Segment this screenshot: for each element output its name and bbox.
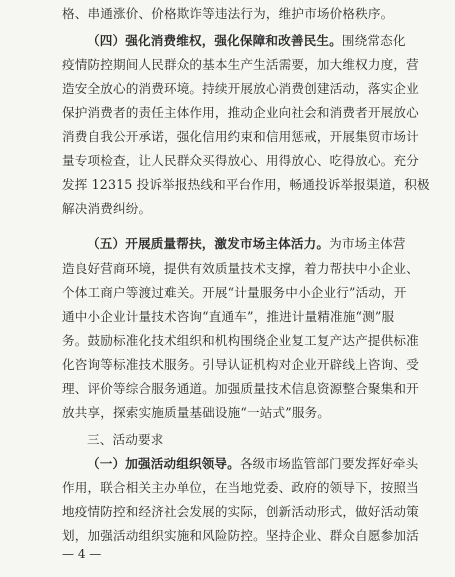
section-heading-line: （四）强化消费维权，强化保障和改善民生。围绕常态化 (87, 33, 406, 48)
text-line: 划，加强活动组织实施和风险防控。坚持企业、群众自愿参加活 (62, 528, 419, 543)
text-line: 疫情防控期间人民群众的基本生产生活需要，加大维权力度，营 (62, 57, 419, 72)
text-line: 发挥 12315 投诉举报热线和平台作用，畅通投诉举报渠道，积极 (62, 177, 430, 192)
section-heading: （四）强化消费维权，强化保障和改善民生。 (87, 33, 342, 48)
text-line: 化咨询等标准技术服务。引导认证机构对企业开辟线上咨询、受 (62, 357, 419, 372)
text-line: 务。鼓励标准化技术组织和机构围绕企业复工复产达产提供标准 (62, 333, 419, 348)
text-line: 通中小企业计量技术咨询“直通车”，推进计量精准施“测”服 (62, 309, 395, 324)
text-line: 解决消费纠纷。 (62, 201, 152, 216)
text-line: 理、评价等综合服务通道。加强质量技术信息资源整合聚集和开 (62, 381, 419, 396)
text-line: 量专项检查，让人民群众买得放心、用得放心、吃得放心。充分 (62, 153, 419, 168)
text-line: 造良好营商环境，提供有效质量技术支撑，着力帮扶中小企业、 (62, 261, 419, 276)
section-heading-line: （五）开展质量帮扶，激发市场主体活力。为市场主体营 (87, 236, 406, 251)
text-line: 地疫情防控和经济社会发展的实际，创新活动形式，做好活动策 (62, 504, 419, 519)
page-number: — 4 — (62, 547, 102, 561)
section-heading-line: （一）加强活动组织领导。各级市场监管部门要发挥好牵头 (87, 456, 419, 471)
chapter-heading: 三、活动要求 (87, 432, 164, 447)
text-line: 造安全放心的消费环境。持续开展放心消费创建活动，落实企业 (62, 81, 419, 96)
text-line: 放共享，探索实施质量基础设施“一站式”服务。 (62, 405, 331, 420)
text-line: 保护消费者的责任主体作用，推动企业向社会和消费者开展放心 (62, 105, 419, 120)
text-line: 消费自我公开承诺，强化信用约束和信用惩戒，开展集贸市场计 (62, 129, 419, 144)
text-line: 作用，联合相关主办单位，在当地党委、政府的领导下，按照当 (62, 480, 419, 495)
text-line: 个体工商户等渡过难关。开展“计量服务中小企业行”活动，开 (62, 285, 407, 300)
text-line: 格、串通涨价、价格欺诈等违法行为，维护市场价格秩序。 (62, 6, 394, 21)
section-heading: （五）开展质量帮扶，激发市场主体活力。 (87, 236, 330, 251)
section-heading: （一）加强活动组织领导。 (87, 456, 240, 471)
